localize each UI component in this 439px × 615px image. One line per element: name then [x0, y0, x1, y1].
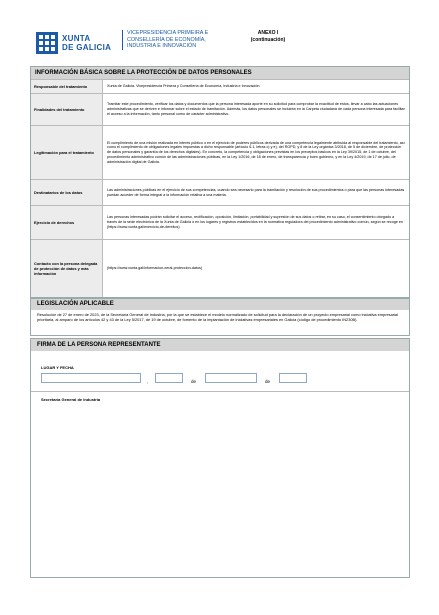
data-protection-title: INFORMACIÓN BÁSICA SOBRE LA PROTECCIÓN DE DATOS PERSONALES — [31, 67, 409, 79]
legislation-section — [30, 298, 410, 336]
row-text: Las administraciones públicas en el ejercicio de sus competencias, cuando sea necesario para la tramitación y resolución de sus procedimientos o para que las personas interesadas puedan acceder de forma integral a la información relativa a una materia. — [107, 187, 405, 197]
table-row — [31, 125, 409, 179]
comma-separator: , — [147, 379, 149, 384]
recipient-note: Secretaría General de Industria — [41, 397, 101, 402]
annex-subtitle: (continuación) — [250, 37, 286, 43]
department-line: VICEPRESIDENCIA PRIMEIRA E — [127, 30, 209, 36]
data-protection-section — [30, 66, 410, 298]
row-label: Destinatarios de los datos — [31, 180, 103, 205]
logo-line-2: DE GALICIA — [62, 43, 112, 52]
logo-line-1: XUNTA — [62, 34, 91, 43]
row-text: El cumplimiento de una misión realizada en interés público o en el ejercicio de poderes públicos derivada de una competencia legalmente atribuida al responsable del tratamiento, así como el cumplimiento de obligaciones legales impuestas a dicho responsable (artículo 6.1, letras c) y e), del RGPD, y 8 de la Ley orgánica 3/2018, de 5 de diciembre, de protección de datos personales y garantía de los derechos digitales). En concreto, la competencia y obligaciones previstas en los preceptos básicos en la Ley 39/2015, de 1 de octubre, del procedimiento administrativo común de las administraciones públicas, en la Ley 1/2016, de 18 de enero, de transparencia y buen gobierno, y en la Ley 4/2019, de 17 de julio, de administración digital de Galicia. — [107, 140, 405, 164]
row-text: Las personas interesadas podrán solicitar el acceso, rectificación, oposición, limitación, portabilidad y supresión de sus datos o retirar, en su caso, el consentimiento otorgado a través de la sede electrónica de la Xunta de Galicia o en los lugares y registros establecidos en la normativa reguladora del procedimiento administrativo común, según se recoge en (https://www.xunta.gal/exercicio-de-dereitos) — [107, 215, 403, 229]
table-row — [31, 239, 409, 297]
signature-title: FIRMA DE LA PERSONA REPRESENTANTE — [31, 339, 409, 351]
logo-wordmark — [62, 34, 111, 52]
signature-section — [30, 338, 410, 578]
month-input[interactable] — [205, 373, 257, 383]
day-input[interactable] — [155, 373, 183, 383]
legislation-title: LEGISLACIÓN APLICABLE — [31, 299, 409, 310]
table-row — [31, 205, 409, 239]
annex-title: ANEXO I — [257, 30, 279, 36]
place-input[interactable] — [41, 373, 141, 383]
place-date-label: LUGAR Y FECHA — [41, 365, 74, 370]
row-label: Ejercicio de derechos — [31, 206, 103, 239]
annex-label — [242, 30, 294, 44]
department-line: INDUSTRIA E INNOVACIÓN — [127, 43, 197, 50]
divider — [31, 391, 409, 392]
legislation-text: Resolución de 27 de enero de 2023, de la Secretaría General de Industria, por la que se establece el modelo normalizado de solicitud para la declaración de un proyecto empresarial como iniciativa empresarial prioritaria, al amparo de los artículos 42 y 43 de la Ley 5/2017, de 19 de octubre, de fomento de la implantación de iniciativas empresariales en Galicia (código de procedimiento IN230B). — [37, 312, 398, 322]
row-label: Contacto con la persona delegada de protección de datos y más información — [31, 240, 103, 297]
row-label: Finalidades del tratamiento — [31, 94, 103, 125]
row-text: (https://www.xunta.gal/informacion-xeral-proteccion-datos) — [107, 266, 203, 271]
de-separator: de — [265, 379, 271, 384]
year-input[interactable] — [279, 373, 307, 383]
row-text: Tramitar este procedimiento, verificar los datos y documentos que la persona interesada aporte en su solicitud para comprobar la exactitud de estos, llevar a cabo las actuaciones administrativas que se deriven e informar sobre el estado de tramitación. Además, los datos personales se incluirán en la Carpeta ciudadana de cada persona interesada para facilitar el acceso a la información, tanto personal como de carácter administrativo. — [107, 102, 405, 116]
xunta-logo — [36, 30, 116, 56]
row-text: Xunta de Galicia. Vicepresidencia Primera y Consellería de Economía, Industria e Innovación. — [107, 84, 261, 89]
xunta-emblem-icon — [36, 32, 58, 54]
row-label: Legitimación para el tratamiento — [31, 126, 103, 179]
row-label: Responsable del tratamiento — [31, 80, 103, 93]
table-row — [31, 179, 409, 205]
department-line: CONSELLERÍA DE ECONOMÍA, — [127, 36, 206, 43]
table-row — [31, 79, 409, 93]
table-row — [31, 93, 409, 125]
department-name — [122, 30, 242, 50]
de-separator: de — [191, 379, 197, 384]
document-header — [30, 28, 410, 58]
